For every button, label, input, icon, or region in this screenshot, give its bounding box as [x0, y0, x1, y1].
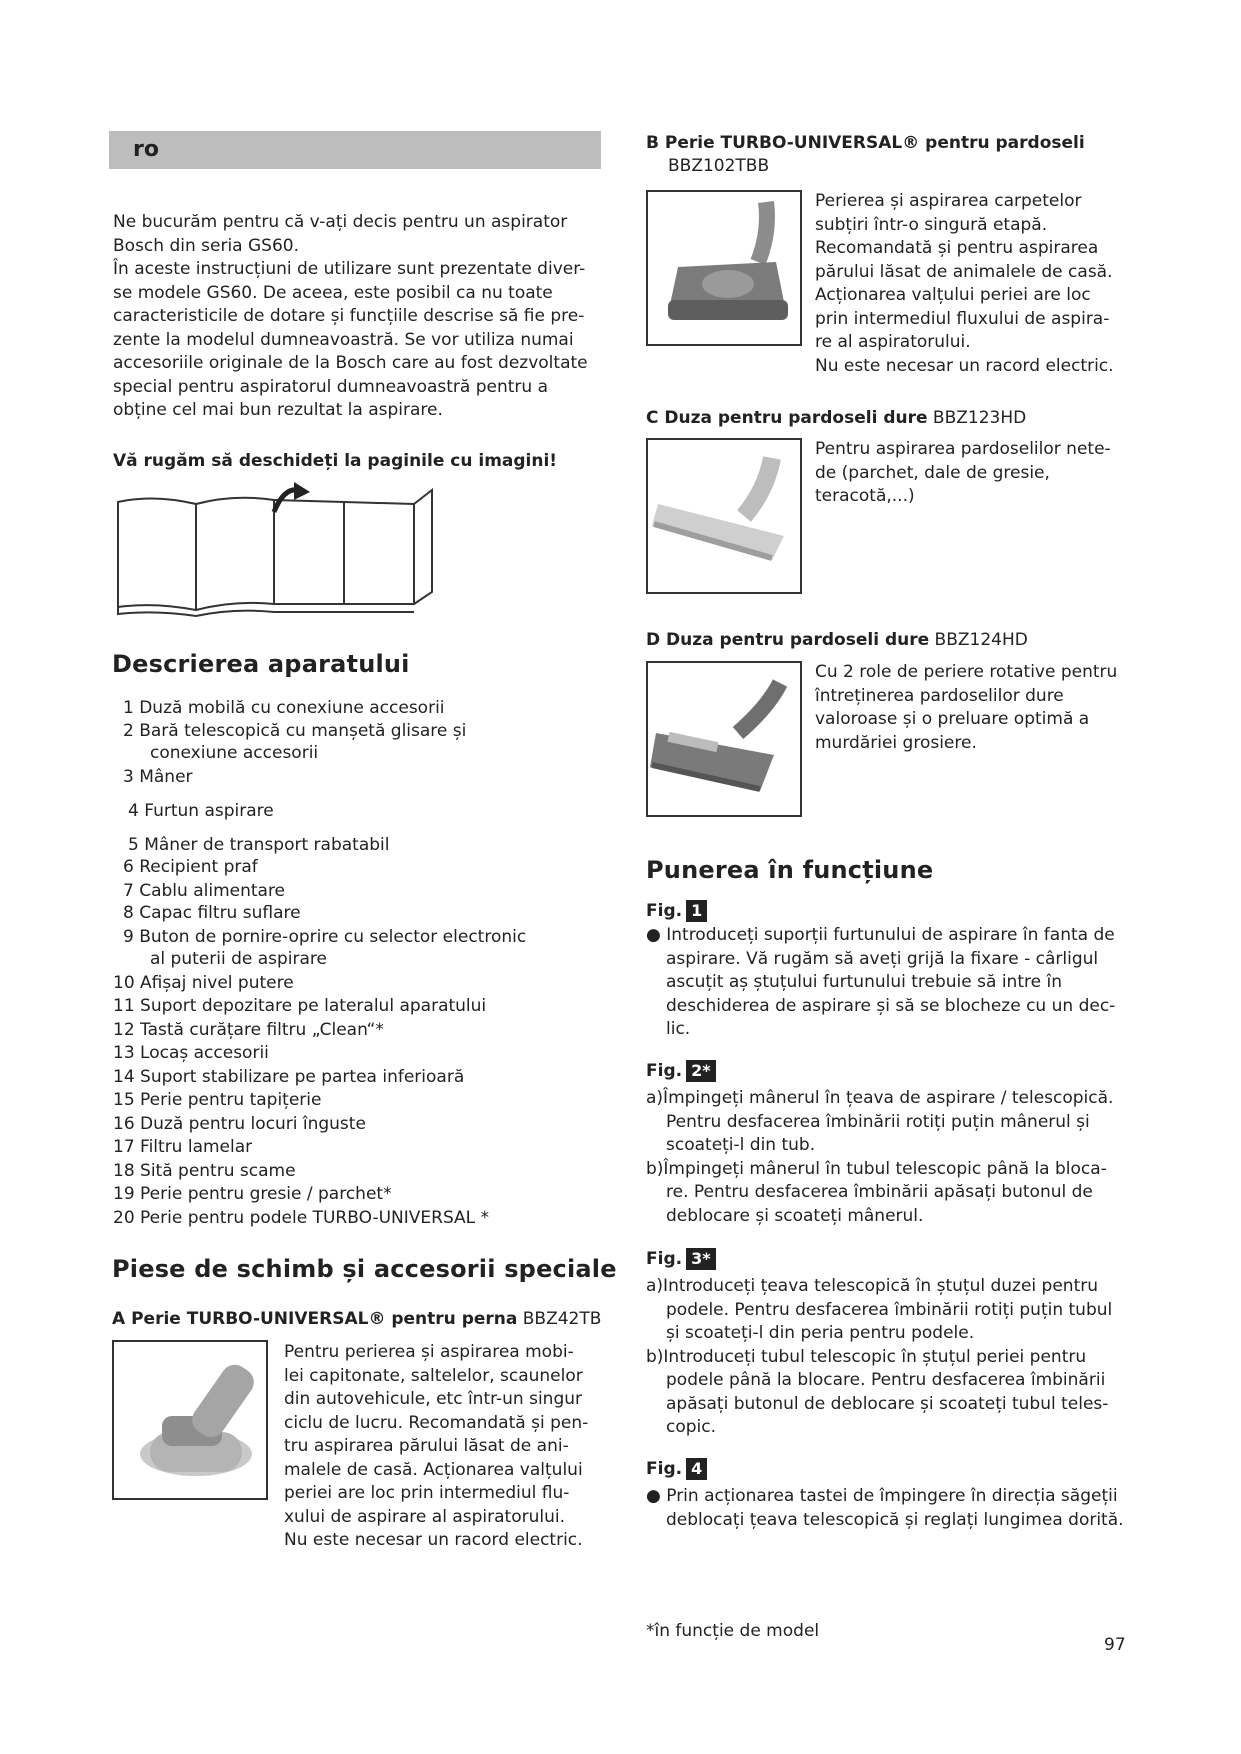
accessory-a-text: Pentru perierea și aspirarea mobi- lei capitonate, saltelelor, scaunelor din autovehicule, etc într-un singur ciclu de lucru. Recomandată și pen- tru aspirarea părului lăsat de ani- malele de casă. Acționarea valțului periei are loc prin intermediul flu- xului de aspirare al aspiratorului. Nu este necesar un racord electric. — [284, 1342, 589, 1550]
page-number: 97 — [1104, 1635, 1126, 1655]
fig-4-badge: 4 — [686, 1458, 707, 1480]
accessory-c-code: BBZ123HD — [932, 408, 1027, 428]
intro-text — [113, 211, 603, 423]
list-item: 6 Recipient praf — [123, 857, 258, 877]
accessory-d-code: BBZ124HD — [934, 630, 1028, 650]
list-item: conexiune accesorii — [150, 743, 319, 763]
list-item: 16 Duză pentru locuri înguste — [113, 1114, 366, 1134]
language-code: ro — [133, 137, 159, 162]
list-item: 13 Locaș accesorii — [113, 1043, 269, 1063]
accessory-b-image — [646, 190, 802, 346]
list-item: 18 Sită pentru scame — [113, 1161, 296, 1181]
intro-line: obține cel mai bun rezultat la aspirare. — [113, 400, 443, 420]
accessory-a-code: BBZ42TB — [522, 1309, 602, 1329]
accessory-d-text: Cu 2 role de periere rotative pentru întreținerea pardoselilor dure valoroase și o preluare optimă a murdăriei grosiere. — [815, 662, 1118, 753]
fig-1-badge: 1 — [686, 900, 707, 922]
accessory-c-title: C Duza pentru pardoseli dure BBZ123HD — [646, 408, 1027, 428]
description-heading: Descrierea aparatului — [112, 650, 410, 678]
fig-1-label: Fig. 1 — [646, 900, 707, 922]
intro-line: caracteristicile de dotare și funcțiile descrise să fie pre- — [113, 306, 585, 326]
list-item: 1 Duză mobilă cu conexiune accesorii — [123, 698, 445, 718]
fig-3-label: Fig. 3* — [646, 1248, 716, 1270]
list-item: 5 Mâner de transport rabatabil — [128, 835, 390, 855]
list-item: 8 Capac filtru suflare — [123, 903, 301, 923]
accessory-c-image — [646, 438, 802, 594]
list-item: 15 Perie pentru tapițerie — [113, 1090, 322, 1110]
fig-2-text: a)Împingeți mânerul în țeava de aspirare / telescopică. Pentru desfacerea îmbinării rotiți puțin mânerul și scoateți-l din tub. b)Împingeți mânerul în tubul telescopic până la bloca- re. Pentru desfacerea îmbinării apăsați butonul de deblocare și scoateți mânerul. — [646, 1088, 1114, 1226]
intro-line: special pentru aspiratorul dumneavoastră pentru a — [113, 376, 548, 397]
list-item: 10 Afișaj nivel putere — [113, 973, 294, 993]
list-item: 9 Buton de pornire-oprire cu selector electronic — [123, 927, 527, 947]
spare-parts-heading: Piese de schimb și accesorii speciale — [112, 1255, 617, 1283]
book-pages-illustration — [114, 482, 434, 617]
list-item: 2 Bară telescopică cu manșetă glisare și — [123, 721, 467, 741]
list-item: 7 Cablu alimentare — [123, 881, 286, 901]
intro-line: Ne bucurăm pentru că v-ați decis pentru un aspirator — [113, 212, 568, 232]
fig-2-badge: 2* — [686, 1060, 716, 1082]
accessory-a-image — [112, 1340, 268, 1500]
list-item: 12 Tastă curățare filtru „Clean“* — [113, 1020, 384, 1040]
list-item: 14 Suport stabilizare pe partea inferioară — [113, 1067, 465, 1087]
list-item: 19 Perie pentru gresie / parchet* — [113, 1184, 392, 1204]
see-images-note: Vă rugăm să deschideți la paginile cu imagini! — [113, 451, 558, 471]
accessory-c-text: Pentru aspirarea pardoselilor nete- de (parchet, dale de gresie, teracotă,...) — [815, 439, 1111, 506]
list-item: 17 Filtru lamelar — [113, 1137, 253, 1157]
intro-line: se modele GS60. De aceea, este posibil ca nu toate — [113, 282, 553, 303]
accessory-b-title: B Perie TURBO-UNIVERSAL® pentru pardoseli BBZ102TBB — [646, 133, 1085, 176]
intro-line: zente la modelul dumneavoastră. Se vor utiliza numai — [113, 329, 574, 350]
intro-line: accesoriile originale de la Bosch care au fost dezvoltate — [113, 353, 588, 373]
accessory-a-title: A Perie TURBO-UNIVERSAL® pentru perna BBZ42TB — [112, 1309, 602, 1329]
footnote: *în funcție de model — [646, 1621, 820, 1641]
language-bar — [109, 131, 601, 169]
intro-line: În aceste instrucțiuni de utilizare sunt prezentate diver- — [113, 259, 586, 279]
startup-heading: Punerea în funcțiune — [646, 856, 934, 884]
fig-4-text: ● Prin acționarea tastei de împingere în direcția săgeții deblocați țeava telescopică și reglați lungimea dorită. — [646, 1486, 1124, 1530]
accessory-d-image — [646, 661, 802, 817]
list-item: 4 Furtun aspirare — [128, 801, 274, 821]
fig-3-text: a)Introduceți țeava telescopică în ștuțul duzei pentru podele. Pentru desfacerea îmbinării rotiți puțin tubul și scoateți-l din peria pentru podele. b)Introduceți tubul telescopic în ștuțul periei pentru podele până la blocare. Pentru desfacerea îmbinării apăsați butonul de deblocare și scoateți tubul teles- copic. — [646, 1276, 1113, 1437]
fig-2-label: Fig. 2* — [646, 1060, 716, 1082]
list-item: 20 Perie pentru podele TURBO-UNIVERSAL * — [113, 1208, 490, 1228]
list-item: 3 Mâner — [123, 767, 193, 787]
accessory-d-title: D Duza pentru pardoseli dure BBZ124HD — [646, 630, 1028, 650]
accessory-b-text: Perierea și aspirarea carpetelor subțiri într-o singură etapă. Recomandată și pentru aspirarea părului lăsat de animalele de casă. Acționarea valțului periei are loc prin intermediul fluxului de aspira- re al aspiratorului. Nu este necesar un racord electric. — [815, 191, 1114, 376]
fig-3-badge: 3* — [686, 1248, 716, 1270]
intro-line: Bosch din seria GS60. — [113, 235, 299, 256]
accessory-b-code: BBZ102TBB — [668, 156, 770, 176]
list-item: 11 Suport depozitare pe lateralul aparatului — [113, 996, 487, 1016]
list-item: al puterii de aspirare — [150, 949, 327, 969]
fig-4-label: Fig. 4 — [646, 1458, 707, 1480]
fig-1-text: ● Introduceți suporții furtunului de aspirare în fanta de aspirare. Vă rugăm să aveți grijă la fixare - cârligul ascuțit aș ștuțului furtunului trebuie să intre în deschiderea de aspirare și să se blocheze cu un dec- lic. — [646, 925, 1116, 1039]
